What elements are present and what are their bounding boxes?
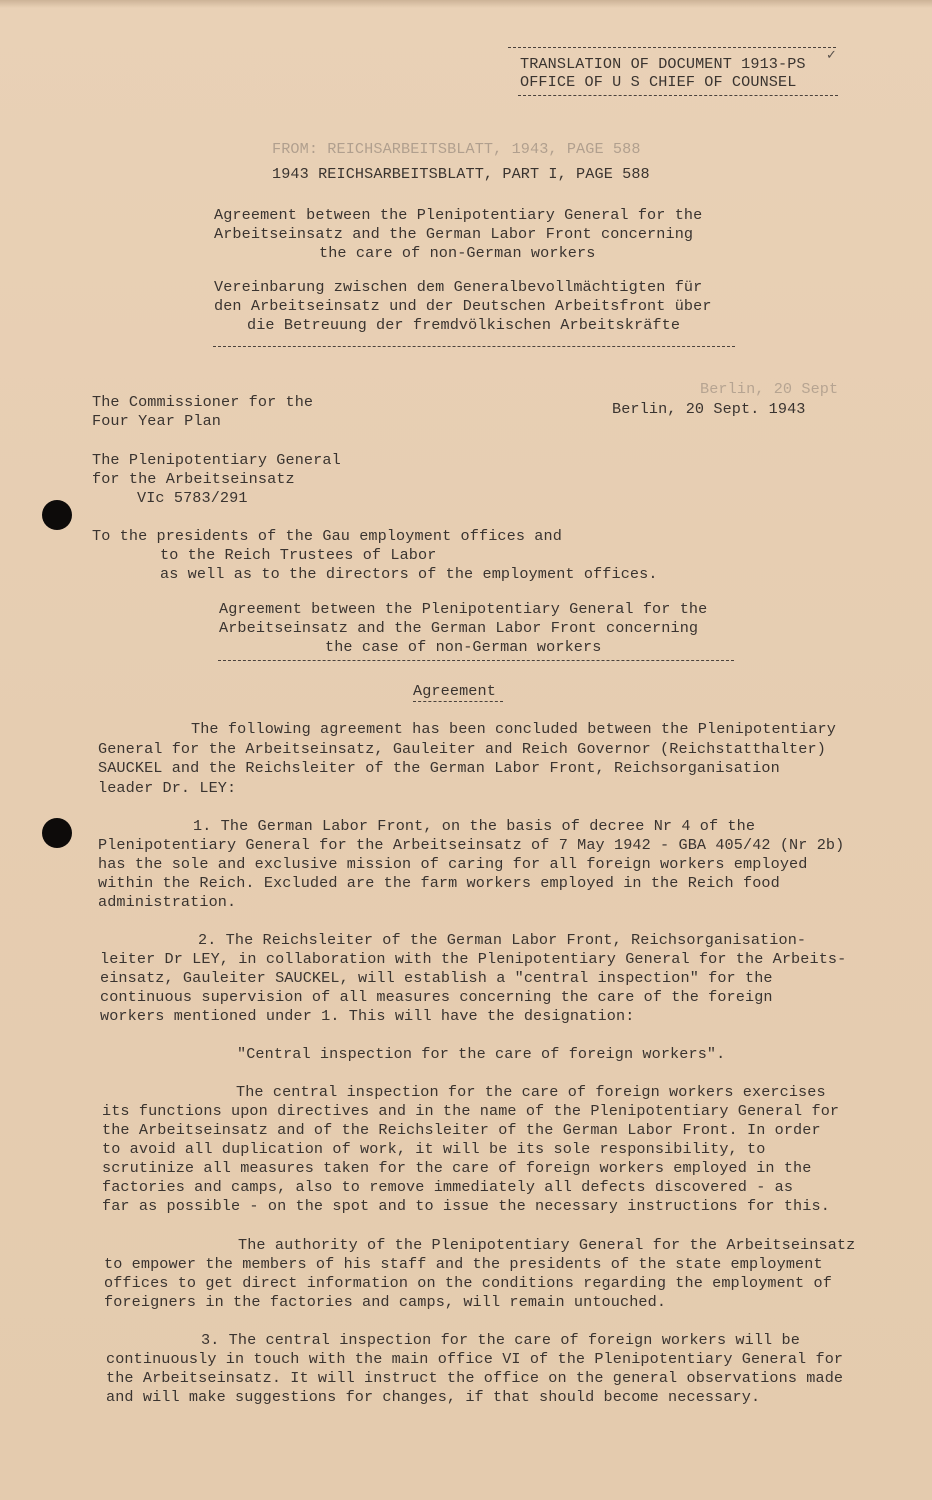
source-overtyped: FROM: REICHSARBEITSBLATT, 1943, PAGE 588 — [272, 140, 641, 158]
para3-line-2: continuously in touch with the main office VI of the Plenipotentiary General for — [106, 1350, 844, 1368]
functions-line-5: scrutinize all measures taken for the care of foreign workers employed in the — [102, 1159, 812, 1177]
title-en-line-2: Arbeitseinsatz and the German Labor Front concerning — [214, 225, 694, 243]
functions-line-6: factories and camps, also to remove immediately all defects discovered - as — [102, 1178, 794, 1196]
intro-line-2: General for the Arbeitseinsatz, Gauleiter and Reich Governor (Reichstatthalter) — [98, 740, 826, 758]
header-bottom-rule — [518, 95, 838, 96]
functions-line-2: its functions upon directives and in the name of the Plenipotentiary General for — [102, 1102, 840, 1120]
agreement-heading: Agreement — [413, 682, 496, 700]
recipients-line-2: to the Reich Trustees of Labor — [160, 546, 437, 564]
para1-line-3: has the sole and exclusive mission of caring for all foreign workers employed — [98, 855, 808, 873]
punch-hole-bottom — [42, 818, 72, 848]
title-rule — [213, 346, 735, 347]
para3-line-1: 3. The central inspection for the care of foreign workers will be — [201, 1331, 800, 1349]
check-mark: ✓ — [826, 48, 837, 63]
date-line: Berlin, 20 Sept. 1943 — [612, 400, 806, 418]
authority-line-3: offices to get direct information on the conditions regarding the employment of — [104, 1274, 832, 1292]
sender-line-3: The Plenipotentiary General — [92, 451, 341, 469]
intro-line-1: The following agreement has been concluded between the Plenipotentiary — [191, 720, 836, 738]
recipients-line-3: as well as to the directors of the employment offices. — [160, 565, 658, 583]
para2-line-3: einsatz, Gauleiter SAUCKEL, will establish a "central inspection" for the — [100, 969, 773, 987]
para2-line-2: leiter Dr LEY, in collaboration with the Plenipotentiary General for the Arbeits- — [100, 950, 847, 968]
functions-line-7: far as possible - on the spot and to issue the necessary instructions for this. — [102, 1197, 830, 1215]
title-de-line-1: Vereinbarung zwischen dem Generalbevollmächtigten für — [214, 278, 703, 296]
title-en-line-1: Agreement between the Plenipotentiary General for the — [214, 206, 703, 224]
para1-line-2: Plenipotentiary General for the Arbeitseinsatz of 7 May 1942 - GBA 405/42 (Nr 2b) — [98, 836, 845, 854]
functions-line-3: the Arbeitseinsatz and of the Reichsleiter of the German Labor Front. In order — [102, 1121, 821, 1139]
para2-line-4: continuous supervision of all measures concerning the care of the foreign — [100, 988, 773, 1006]
title-en-line-3: the care of non-German workers — [319, 244, 596, 262]
para2-line-5: workers mentioned under 1. This will have the designation: — [100, 1007, 635, 1025]
date-overtyped: Berlin, 20 Sept — [700, 380, 839, 398]
para1-line-4: within the Reich. Excluded are the farm workers employed in the Reich food — [98, 874, 780, 892]
punch-hole-top — [42, 500, 72, 530]
intro-line-3: SAUCKEL and the Reichsleiter of the German Labor Front, Reichsorganisation — [98, 759, 780, 777]
sender-line-4: for the Arbeitseinsatz — [92, 470, 295, 488]
sender-line-1: The Commissioner for the — [92, 393, 314, 411]
para3-line-3: the Arbeitseinsatz. It will instruct the office on the general observations made — [106, 1369, 844, 1387]
functions-line-1: The central inspection for the care of foreign workers exercises — [236, 1083, 826, 1101]
source-line: 1943 REICHSARBEITSBLATT, PART I, PAGE 588 — [272, 165, 650, 183]
agreement-heading-rule — [413, 701, 503, 702]
reference-number: VIc 5783/291 — [137, 489, 248, 507]
intro-line-4: leader Dr. LEY: — [98, 779, 237, 797]
title-de-line-2: den Arbeitseinsatz und der Deutschen Arbeitsfront über — [214, 297, 712, 315]
para2-line-1: 2. The Reichsleiter of the German Labor Front, Reichsorganisation- — [198, 931, 807, 949]
translation-line: TRANSLATION OF DOCUMENT 1913-PS — [520, 55, 806, 73]
para1-line-1: 1. The German Labor Front, on the basis of decree Nr 4 of the — [193, 817, 756, 835]
subject-line-3: the case of non-German workers — [325, 638, 602, 656]
page-edge-shadow — [0, 0, 932, 8]
authority-line-4: foreigners in the factories and camps, will remain untouched. — [104, 1293, 667, 1311]
recipients-line-1: To the presidents of the Gau employment offices and — [92, 527, 562, 545]
functions-line-4: to avoid all duplication of work, it will be its sole responsibility, to — [102, 1140, 766, 1158]
para1-line-5: administration. — [98, 893, 237, 911]
title-de-line-3: die Betreuung der fremdvölkischen Arbeitskräfte — [247, 316, 681, 334]
subject-line-1: Agreement between the Plenipotentiary General for the — [219, 600, 708, 618]
header-top-rule — [508, 47, 836, 48]
sender-line-2: Four Year Plan — [92, 412, 221, 430]
subject-rule — [218, 660, 734, 661]
office-line: OFFICE OF U S CHIEF OF COUNSEL — [520, 73, 797, 91]
para3-line-4: and will make suggestions for changes, if that should become necessary. — [106, 1388, 761, 1406]
subject-line-2: Arbeitseinsatz and the German Labor Front concerning — [219, 619, 699, 637]
authority-line-2: to empower the members of his staff and the presidents of the state employment — [104, 1255, 823, 1273]
designation: "Central inspection for the care of foreign workers". — [237, 1045, 726, 1063]
authority-line-1: The authority of the Plenipotentiary General for the Arbeitseinsatz — [238, 1236, 856, 1254]
